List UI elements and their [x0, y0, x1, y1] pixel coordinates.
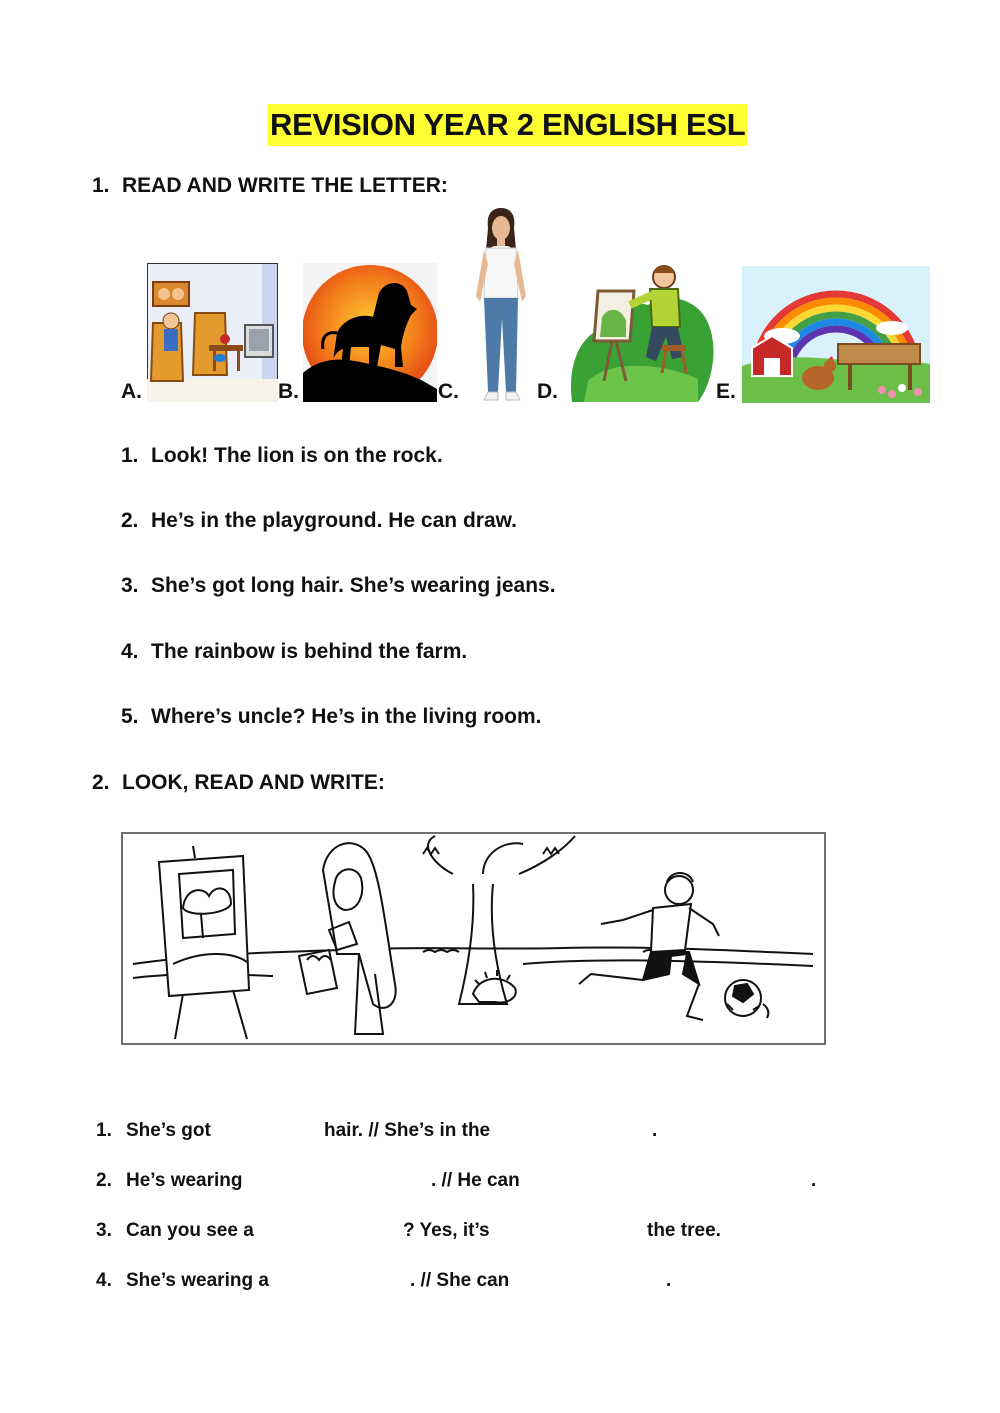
fill-item-1-part-2: hair. // She’s in the: [324, 1120, 491, 1141]
section-2-number: 2.: [92, 771, 110, 794]
fill-item-2: [96, 1170, 243, 1192]
section-2-title: LOOK, READ AND WRITE:: [122, 771, 385, 794]
sentence-text: She’s got long hair. She’s wearing jeans.: [151, 574, 556, 597]
fill-item-4-part-2: . // She can: [410, 1270, 510, 1291]
park-scene-picture: [121, 832, 826, 1045]
fill-item-4-part-3: .: [666, 1270, 672, 1291]
sentence-text: He’s in the playground. He can draw.: [151, 509, 518, 532]
item-text: She’s got: [126, 1120, 211, 1141]
rainbow-farm-picture: [742, 266, 930, 403]
page-title: REVISION YEAR 2 ENGLISH ESL: [268, 104, 747, 146]
option-letter-d: D.: [537, 380, 558, 403]
sentence-number: 5.: [121, 705, 139, 728]
sentence-1: [121, 444, 443, 468]
sentence-text: Look! The lion is on the rock.: [151, 444, 443, 467]
section-1-number: 1.: [92, 174, 110, 197]
fill-item-1: [96, 1120, 211, 1142]
sentence-number: 1.: [121, 444, 139, 467]
option-letter-c: C.: [438, 380, 459, 403]
sentence-text: Where’s uncle? He’s in the living room.: [151, 705, 542, 728]
sentence-2: [121, 509, 517, 533]
item-text: He’s wearing: [126, 1170, 243, 1191]
girl-in-jeans-picture: [468, 206, 534, 404]
sentence-number: 4.: [121, 640, 139, 663]
living-room-picture: [147, 263, 278, 402]
option-letter-a: A.: [121, 380, 142, 403]
fill-item-3-part-3: the tree.: [647, 1220, 721, 1241]
option-letter-b: B.: [278, 380, 299, 403]
sentence-3: [121, 574, 556, 598]
item-text: She’s wearing a: [126, 1270, 269, 1291]
option-letter-e: E.: [716, 380, 736, 403]
item-number: 1.: [96, 1120, 112, 1141]
section-2-heading: [92, 771, 385, 795]
sentence-number: 3.: [121, 574, 139, 597]
sentence-number: 2.: [121, 509, 139, 532]
fill-item-4: [96, 1270, 269, 1292]
item-text: Can you see a: [126, 1220, 254, 1241]
fill-item-3-part-2: ? Yes, it’s: [403, 1220, 490, 1241]
fill-item-2-part-3: .: [811, 1170, 817, 1191]
fill-item-3: [96, 1220, 254, 1242]
sentence-4: [121, 640, 467, 664]
section-1-heading: [92, 174, 448, 198]
item-number: 2.: [96, 1170, 112, 1191]
fill-item-2-part-2: . // He can: [431, 1170, 520, 1191]
fill-item-1-part-3: .: [652, 1120, 658, 1141]
item-number: 4.: [96, 1270, 112, 1291]
sentence-text: The rainbow is behind the farm.: [151, 640, 468, 663]
boy-painting-picture: [568, 261, 716, 402]
sentence-5: [121, 705, 542, 729]
section-1-title: READ AND WRITE THE LETTER:: [122, 174, 448, 197]
item-number: 3.: [96, 1220, 112, 1241]
lion-on-rock-picture: [303, 263, 437, 402]
